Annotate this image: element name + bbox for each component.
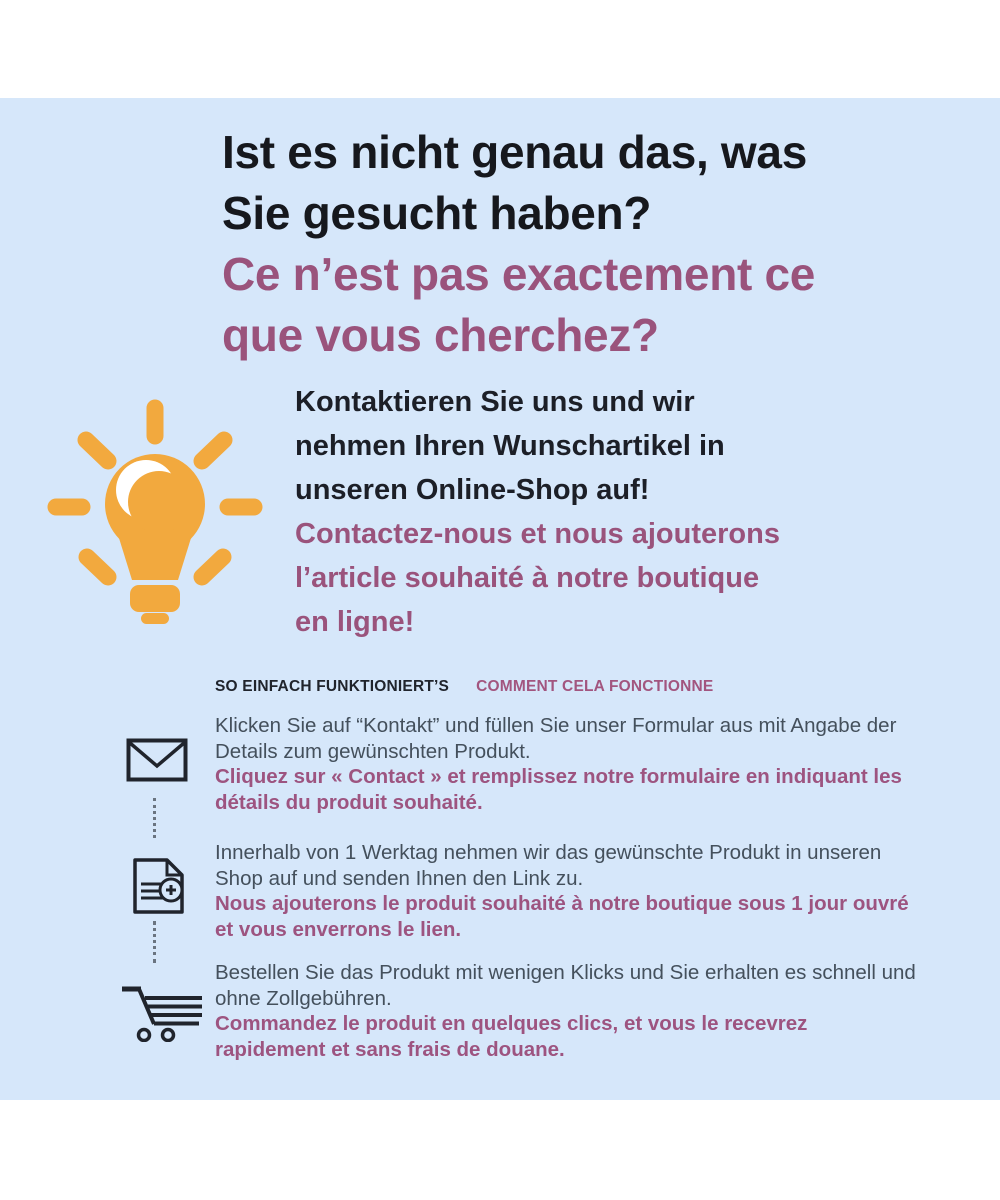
envelope-icon — [126, 738, 188, 789]
hero-title-fr-line-1: Ce n’est pas exactement ce — [222, 248, 816, 300]
how-heading-de: SO EINFACH FUNKTIONIERT’S — [215, 678, 450, 695]
step-3 — [215, 960, 920, 1062]
shopping-cart-icon — [118, 984, 206, 1047]
dotted-connector — [153, 921, 156, 963]
lightbulb-svg — [42, 392, 272, 632]
document-add-svg — [130, 856, 188, 918]
shopping-cart-svg — [118, 984, 206, 1042]
lightbulb-icon — [42, 392, 272, 632]
how-it-works-heading — [215, 678, 713, 696]
step-2-text-fr: Nous ajouterons le produit souhaité à notre boutique sous 1 jour ouvré et vous enverrons le lien. — [215, 892, 909, 941]
envelope-svg — [126, 738, 188, 784]
step-3-text-de: Bestellen Sie das Produkt mit wenigen Klicks und Sie erhalten es schnell und ohne Zollgebühren. — [215, 961, 916, 1010]
dotted-connector — [153, 798, 156, 838]
document-add-icon — [130, 856, 188, 923]
step-1-text-de: Klicken Sie auf “Kontakt” und füllen Sie unser Formular aus mit Angabe der Details zum gewünschten Produkt. — [215, 714, 897, 763]
step-2-text-de: Innerhalb von 1 Werktag nehmen wir das gewünschte Produkt in unseren Shop auf und senden Ihnen den Link zu. — [215, 841, 882, 890]
step-2 — [215, 840, 920, 942]
intro-de-line-2: nehmen Ihren Wunschartikel in — [295, 430, 725, 462]
intro-de-line-1: Kontaktieren Sie uns und wir — [295, 386, 695, 418]
intro-fr-line-2: l’article souhaité à notre boutique — [295, 562, 760, 594]
hero-title-fr-line-2: que vous cherchez? — [222, 309, 659, 361]
hero-title-de-line-1: Ist es nicht genau das, was — [222, 126, 807, 178]
step-1-text-fr: Cliquez sur « Contact » et remplissez notre formulaire en indiquant les détails du produit souhaité. — [215, 765, 902, 814]
intro-fr-line-1: Contactez-nous et nous ajouterons — [295, 518, 780, 550]
step-1 — [215, 713, 920, 815]
hero-title-de-line-2: Sie gesucht haben? — [222, 187, 652, 239]
step-3-text-fr: Commandez le produit en quelques clics, et vous le recevrez rapidement et sans frais de douane. — [215, 1012, 808, 1061]
intro-de-line-3: unseren Online-Shop auf! — [295, 474, 650, 506]
hero-title — [222, 122, 942, 366]
how-heading-fr: COMMENT CELA FONCTIONNE — [476, 678, 714, 695]
intro-fr-line-3: en ligne! — [295, 606, 415, 638]
intro-text — [295, 380, 915, 644]
